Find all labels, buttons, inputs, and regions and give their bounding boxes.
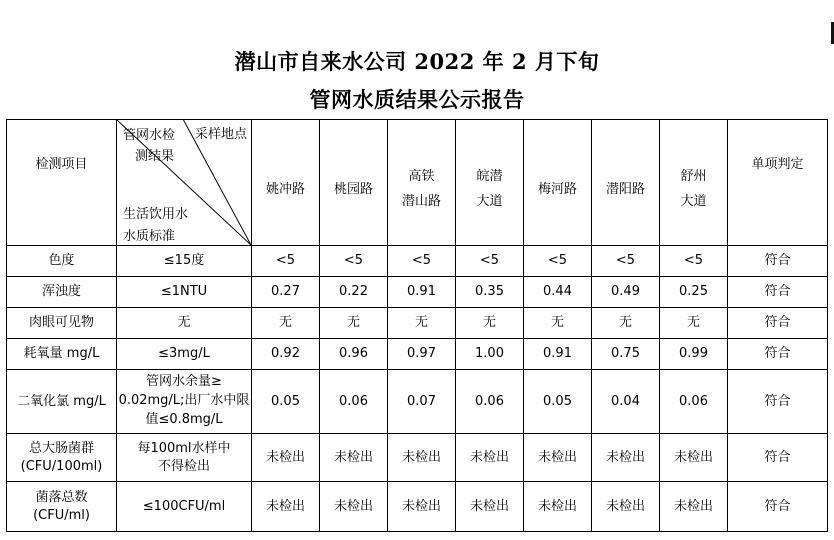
item-cell: 耗氧量 mg/L <box>7 339 117 370</box>
value-cell: <5 <box>660 246 728 277</box>
verdict-cell: 符合 <box>728 482 828 532</box>
value-cell: 0.91 <box>388 277 456 308</box>
value-cell: 0.25 <box>660 277 728 308</box>
value-cell: <5 <box>524 246 592 277</box>
value-cell: 无 <box>456 308 524 339</box>
value-cell: 无 <box>592 308 660 339</box>
diag-bottom-left-line1: 生活饮用水 <box>123 207 189 222</box>
value-cell: <5 <box>252 246 320 277</box>
value-cell: 未检出 <box>660 434 728 482</box>
value-cell: 无 <box>660 308 728 339</box>
standard-cell: 无 <box>117 308 252 339</box>
value-cell: 0.22 <box>320 277 388 308</box>
verdict-cell: 符合 <box>728 434 828 482</box>
value-cell: 未检出 <box>320 434 388 482</box>
value-cell: 0.97 <box>388 339 456 370</box>
verdict-cell: 符合 <box>728 339 828 370</box>
value-cell: 0.44 <box>524 277 592 308</box>
value-cell: 未检出 <box>592 482 660 532</box>
item-cell: 二氧化氯 mg/L <box>7 370 117 434</box>
verdict-cell: 符合 <box>728 277 828 308</box>
standard-cell: 每100ml水样中 不得检出 <box>117 434 252 482</box>
value-cell: 未检出 <box>660 482 728 532</box>
diag-top-left <box>123 126 175 168</box>
table-row <box>7 308 828 339</box>
header-row <box>7 120 828 246</box>
site-header: 潜阳路 <box>592 120 660 246</box>
water-quality-table <box>6 119 828 532</box>
value-cell: 0.06 <box>660 370 728 434</box>
site-header: 梅河路 <box>524 120 592 246</box>
diag-top-left-line1: 管网水检 <box>123 128 176 143</box>
value-cell: 无 <box>388 308 456 339</box>
value-cell: 0.05 <box>524 370 592 434</box>
table-row <box>7 482 828 532</box>
verdict-column-header: 单项判定 <box>728 120 828 246</box>
standard-cell: ≤100CFU/ml <box>117 482 252 532</box>
value-cell: 未检出 <box>456 482 524 532</box>
table-row <box>7 246 828 277</box>
value-cell: 0.06 <box>456 370 524 434</box>
verdict-cell: 符合 <box>728 370 828 434</box>
item-cell: 色度 <box>7 246 117 277</box>
value-cell: <5 <box>320 246 388 277</box>
value-cell: 未检出 <box>388 482 456 532</box>
standard-cell: ≤15度 <box>117 246 252 277</box>
value-cell: <5 <box>592 246 660 277</box>
value-cell: 未检出 <box>252 482 320 532</box>
site-header: 桃园路 <box>320 120 388 246</box>
value-cell: 1.00 <box>456 339 524 370</box>
report-title-line2: 管网水质结果公示报告 <box>309 87 525 112</box>
value-cell: 0.91 <box>524 339 592 370</box>
diag-bottom-left-line2: 水质标准 <box>123 229 176 245</box>
value-cell: 无 <box>252 308 320 339</box>
value-cell: <5 <box>456 246 524 277</box>
value-cell: 未检出 <box>524 434 592 482</box>
value-cell: 未检出 <box>524 482 592 532</box>
site-header: 高铁 潜山路 <box>388 120 456 246</box>
value-cell: 未检出 <box>388 434 456 482</box>
value-cell: 无 <box>524 308 592 339</box>
value-cell: 0.75 <box>592 339 660 370</box>
table-row <box>7 434 828 482</box>
value-cell: 未检出 <box>592 434 660 482</box>
table-row <box>7 277 828 308</box>
site-header: 舒州 大道 <box>660 120 728 246</box>
value-cell: 0.99 <box>660 339 728 370</box>
item-cell: 总大肠菌群 (CFU/100ml) <box>7 434 117 482</box>
standard-cell: ≤3mg/L <box>117 339 252 370</box>
value-cell: 未检出 <box>456 434 524 482</box>
item-column-header: 检测项目 <box>7 120 117 246</box>
value-cell: 0.49 <box>592 277 660 308</box>
diag-bottom-left <box>123 204 188 248</box>
site-header: 皖潜 大道 <box>456 120 524 246</box>
value-cell: 0.04 <box>592 370 660 434</box>
value-cell: 0.35 <box>456 277 524 308</box>
value-cell: 未检出 <box>320 482 388 532</box>
value-cell: 0.05 <box>252 370 320 434</box>
item-cell: 菌落总数 (CFU/ml) <box>7 482 117 532</box>
value-cell: 0.96 <box>320 339 388 370</box>
value-cell: <5 <box>388 246 456 277</box>
value-cell: 0.06 <box>320 370 388 434</box>
table-row <box>7 370 828 434</box>
diag-top-left-line2: 测结果 <box>135 148 175 164</box>
value-cell: 0.07 <box>388 370 456 434</box>
item-cell: 浑浊度 <box>7 277 117 308</box>
verdict-cell: 符合 <box>728 246 828 277</box>
standard-cell: 管网水余量≥ 0.02mg/L;出厂水中限 值≤0.8mg/L <box>117 370 252 434</box>
diagonal-header-cell <box>117 120 252 246</box>
value-cell: 无 <box>320 308 388 339</box>
site-header: 姚冲路 <box>252 120 320 246</box>
report-title-line1: 潜山市自来水公司 2022 年 2 月下旬 <box>234 49 600 74</box>
verdict-cell: 符合 <box>728 308 828 339</box>
value-cell: 未检出 <box>252 434 320 482</box>
item-cell: 肉眼可见物 <box>7 308 117 339</box>
diag-top-right: 采样地点 <box>194 127 247 142</box>
table-row <box>7 339 828 370</box>
value-cell: 0.27 <box>252 277 320 308</box>
standard-cell: ≤1NTU <box>117 277 252 308</box>
value-cell: 0.92 <box>252 339 320 370</box>
